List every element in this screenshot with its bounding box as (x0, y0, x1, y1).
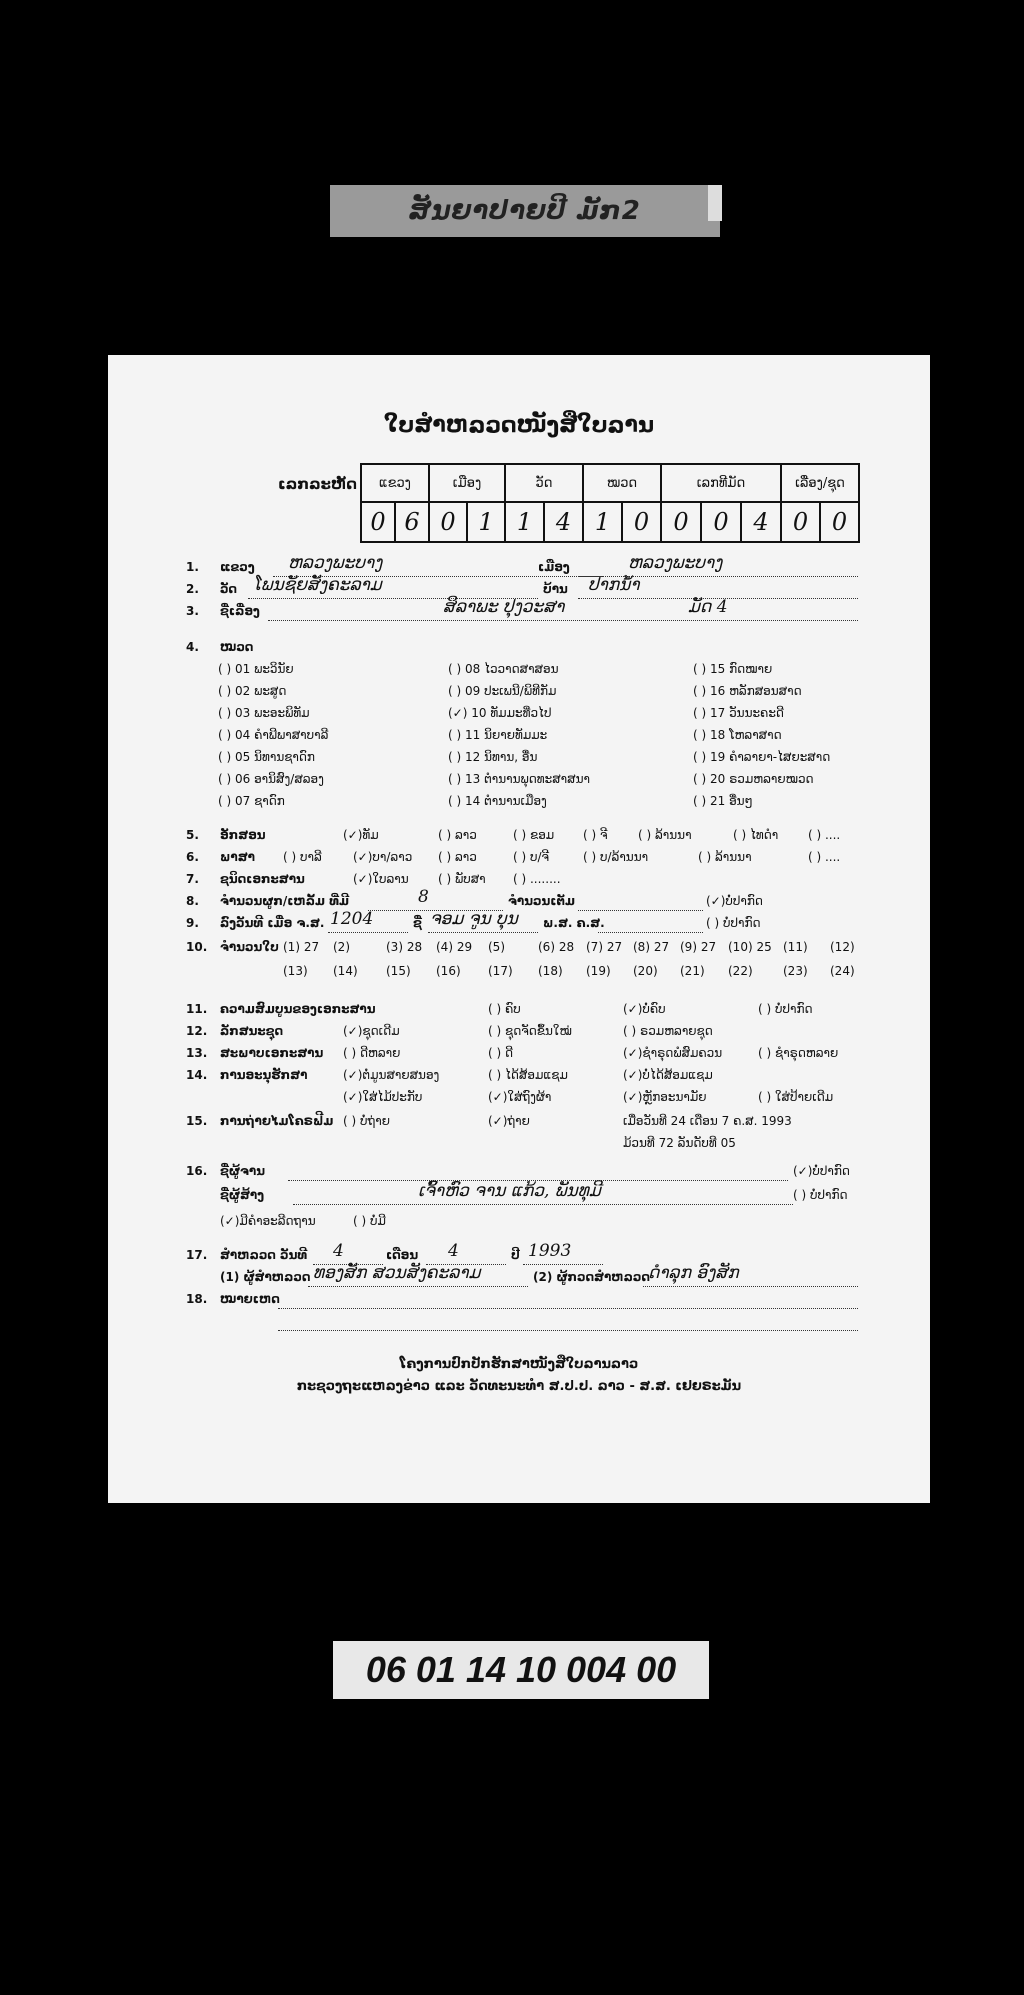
code-digit: 0 (661, 502, 701, 542)
code-digit: 0 (622, 502, 661, 542)
district-label: ເມືອງ (538, 560, 570, 574)
label-tab (708, 185, 722, 221)
scribe-unknown-option: (✓)ບໍ່ປາກົດ (793, 1164, 850, 1178)
month-label: ເດືອນ (386, 1248, 419, 1262)
condition-option: ( ) ດີຫລາຍ (343, 1046, 401, 1060)
scribe-label: ຊື່ຜູ້ຈານ (220, 1164, 265, 1178)
leaves-cell: (12) (830, 940, 855, 954)
script-option: ( ) ຈີ (583, 828, 608, 842)
doctype-option: (✓)ໃບລານ (353, 872, 409, 886)
leaves-cell: (20) (633, 964, 658, 978)
field-number: 17. (186, 1248, 208, 1262)
bundle-value: ມັດ 4 (688, 597, 728, 617)
leaves-cell: (8) 27 (633, 940, 670, 954)
dotted-line (578, 909, 703, 911)
language-label: ພາສາ (220, 850, 255, 864)
language-option: ( ) ບາລີ (283, 850, 322, 864)
village-label: ບ້ານ (543, 582, 568, 596)
set-label: ລັກສນະຊຸດ (220, 1024, 284, 1038)
completeness-option: ( ) ຄົບ (488, 1002, 521, 1016)
title-label: ຊື່ເລື່ອງ (220, 604, 260, 618)
doctype-option: ( ) ........ (513, 872, 561, 886)
field-number: 4. (186, 640, 199, 654)
code-digit: 1 (505, 502, 544, 542)
code-digit: 1 (583, 502, 622, 542)
top-label-strip: ສັນຍາປາຍປີ ມັກ2 (330, 185, 720, 237)
microfilm-label: ການຖ່າຍໄມໂຄຣຟີມ (220, 1114, 334, 1128)
leaves-cell: (6) 28 (538, 940, 575, 954)
code-digit: 0 (361, 502, 395, 542)
colophon-option: (✓)ມີຄໍາອະລີດຖານ (220, 1214, 316, 1228)
leaves-cell: (10) 25 (728, 940, 772, 954)
category-option: ( ) 02 ພະສູດ (218, 684, 287, 698)
leaves-label: ຈໍານວນໃບ (220, 940, 279, 954)
category-option: ( ) 08 ໄວວາດສາສອນ (448, 662, 559, 676)
category-option: (✓) 10 ທັມມະທີ່ວໄປ (448, 706, 552, 720)
survey-month: 4 (448, 1241, 459, 1261)
leaves-cell: (13) (283, 964, 308, 978)
category-option: ( ) 14 ຕໍານານເມືອງ (448, 794, 547, 808)
document-title: ໃບສໍາຫລວດໜັງສືໃບລານ (383, 413, 655, 438)
doctype-option: ( ) ພັບສາ (438, 872, 486, 886)
survey-date-label: ສໍາຫລວດ ວັນທີ (220, 1248, 308, 1262)
sponsor-unknown-option: ( ) ບໍ່ປາກົດ (793, 1188, 848, 1202)
survey-day: 4 (333, 1241, 344, 1261)
completeness-option: (✓)ບໍ່ຄົບ (623, 1002, 666, 1016)
category-option: ( ) 13 ຕໍານານພຸດທະສາສນາ (448, 772, 590, 786)
footer-line: ໂຄງການປົກປັກຮັກສາໜັງສືໃບລານລາວ (399, 1357, 639, 1372)
completeness-label: ຄວາມສົມບູນຂອງເອກະສານ (220, 1002, 376, 1016)
surveyor-signature: ທອງສັກ ສວນສັງຄະລາມ (313, 1263, 481, 1283)
leaves-cell: (18) (538, 964, 563, 978)
category-option: ( ) 15 ກົດໝາຍ (693, 662, 773, 676)
field-number: 6. (186, 850, 199, 864)
category-option: ( ) 09 ປະເພນີ/ພິທີກັມ (448, 684, 557, 698)
dotted-line (293, 1203, 793, 1205)
sponsor-value: ເຈົ້າຫົວ ຈານ ແກ້ວ, ພັນທຸມີ (418, 1181, 601, 1201)
language-option: ( ) .... (808, 850, 841, 864)
preservation-label: ການອະນຸຮັກສາ (220, 1068, 308, 1082)
code-digit: 0 (781, 502, 820, 542)
leaves-cell: (23) (783, 964, 808, 978)
condition-option: (✓)ຊໍາຣຸດພໍສົມຄວນ (623, 1046, 723, 1060)
code-table (360, 463, 860, 543)
field-number: 13. (186, 1046, 208, 1060)
condition-option: ( ) ດີ (488, 1046, 514, 1060)
leaves-cell: (11) (783, 940, 808, 954)
preservation-option: (✓)ບໍ່ໄດ້ສ້ອມແຊມ (623, 1068, 713, 1082)
leaves-cell: (24) (830, 964, 855, 978)
name-value: ຈອມ ຈູນ ບຸນ (430, 909, 518, 929)
leaves-cell: (14) (333, 964, 358, 978)
field-number: 12. (186, 1024, 208, 1038)
leaves-cell: (3) 28 (386, 940, 423, 954)
province-value: ຫລວງພະບາງ (288, 553, 383, 573)
dotted-line (598, 931, 703, 933)
microfilm-option: ( ) ບໍ່ຖ່າຍ (343, 1114, 390, 1128)
code-digit: 6 (395, 502, 429, 542)
preservation-option: (✓)ໃສ່ຖົງຜ້າ (488, 1090, 552, 1104)
bottom-code-label: 06 01 14 10 004 00 (333, 1641, 709, 1699)
code-digit: 1 (467, 502, 505, 542)
set-option: ( ) ຊຸດຈັດຂຶ້ນໃໝ່ (488, 1024, 572, 1038)
script-label: ອັກສອນ (220, 828, 266, 842)
date-unknown-option: ( ) ບໍ່ປາກົດ (706, 916, 761, 930)
category-option: ( ) 12 ນິທານ, ອື່ນ (448, 750, 538, 764)
category-option: ( ) 21 ອື່ນໆ (693, 794, 753, 808)
sponsor-label: ຊື່ຜູ້ສ້າງ (220, 1188, 265, 1202)
script-option: ( ) ລ້ານນາ (638, 828, 692, 842)
language-option: ( ) ລາວ (438, 850, 477, 864)
field-number: 7. (186, 872, 199, 886)
province-label: ແຂວງ (220, 560, 255, 574)
code-label: ເລກລະຫັດ (278, 475, 358, 493)
year-label: ປີ (511, 1248, 520, 1262)
preservation-option: ( ) ໄດ້ສ້ອມແຊມ (488, 1068, 568, 1082)
set-option: (✓)ຊຸດເດີມ (343, 1024, 400, 1038)
name-label: ຊື່ (413, 916, 422, 930)
remarks-label: ໝາຍເຫດ (220, 1292, 280, 1306)
leaves-cell: (15) (386, 964, 411, 978)
dotted-line (278, 1307, 858, 1309)
language-option: (✓)ບາ/ລາວ (353, 850, 413, 864)
category-option: ( ) 18 ໂຫລາສາດ (693, 728, 782, 742)
field-number: 3. (186, 604, 199, 618)
category-option: ( ) 19 ຄໍາລາຍາ-ໄສຍະສາດ (693, 750, 831, 764)
field-number: 9. (186, 916, 199, 930)
date-value: 1204 (330, 909, 374, 929)
doctype-label: ຊນິດເອກະສານ (220, 872, 305, 886)
fascicles-unknown-option: (✓)ບໍ່ປາກົດ (706, 894, 763, 908)
leaves-cell: (4) 29 (436, 940, 473, 954)
code-header: ວັດ (505, 464, 583, 502)
code-digit: 0 (429, 502, 467, 542)
dotted-line (523, 1263, 603, 1265)
script-option: ( ) ໄທດໍາ (733, 828, 779, 842)
category-option: ( ) 20 ຣວມຫລາຍໝວດ (693, 772, 814, 786)
category-option: ( ) 07 ຊາດົກ (218, 794, 285, 808)
preservation-option: (✓)ຕໍ່ມູນສາຍສນອງ (343, 1068, 440, 1082)
checker-signature: ດໍາລຸກ ອົງ​ສັກ (648, 1263, 739, 1283)
script-option: (✓)ທັມ (343, 828, 379, 842)
survey-sheet (108, 355, 930, 1503)
title-value: ສິລາພະ ປຸງວະສາ (443, 597, 565, 617)
leaves-cell: (22) (728, 964, 753, 978)
dotted-line (308, 1285, 528, 1287)
preservation-option: (✓)ຫຼັກອະນາມັຍ (623, 1090, 707, 1104)
fascicles-label: ຈໍານວນຜູກ/ເຫລັ້ມ ທີ່ມີ (220, 894, 350, 908)
dotted-line (428, 931, 538, 933)
preservation-option: ( ) ໃສ່ປ້າຍເດີມ (758, 1090, 834, 1104)
era-label: ພ.ສ. ຄ.ສ. (543, 916, 605, 930)
completeness-option: ( ) ບໍ່ປາກົດ (758, 1002, 813, 1016)
category-option: ( ) 17 ວັນນະຄະດີ (693, 706, 784, 720)
category-option: ( ) 04 ຄໍາພີພາສາບາລີ (218, 728, 329, 742)
field-number: 1. (186, 560, 199, 574)
condition-label: ສະພາບເອກະສານ (220, 1046, 324, 1060)
leaves-cell: (17) (488, 964, 513, 978)
field-number: 15. (186, 1114, 208, 1128)
code-header: ເລື່ອງ/ຊຸດ (781, 464, 859, 502)
language-option: ( ) ລ້ານນາ (698, 850, 752, 864)
language-option: ( ) ບ/ຈີ (513, 850, 550, 864)
condition-option: ( ) ຊໍາຣຸດຫລາຍ (758, 1046, 839, 1060)
survey-year: 1993 (528, 1241, 572, 1261)
category-option: ( ) 16 ຫລັກສອນສາດ (693, 684, 802, 698)
category-label: ໝວດ (220, 640, 254, 654)
script-option: ( ) ລາວ (438, 828, 477, 842)
microfilm-option: (✓)ຖ່າຍ (488, 1114, 530, 1128)
code-header: ເລກທີມັດ (661, 464, 781, 502)
dotted-line (268, 619, 858, 621)
date-label: ລົງວັນທີ ເມື່ອ ຈ.ສ. (220, 916, 325, 930)
fascicles-value: 8 (418, 887, 429, 907)
temple-label: ວັດ (220, 582, 238, 596)
leaves-cell: (16) (436, 964, 461, 978)
village-value: ປາກນໍ້າ (588, 575, 640, 595)
code-digit: 0 (701, 502, 741, 542)
code-digit: 4 (544, 502, 583, 542)
dotted-line (278, 1329, 858, 1331)
category-option: ( ) 03 ພະອະພິທັມ (218, 706, 310, 720)
full-count-label: ຈໍານວນເຕັມ (508, 894, 575, 908)
script-option: ( ) ຂອມ (513, 828, 555, 842)
district-value: ຫລວງພະບາງ (628, 553, 723, 573)
code-header: ເມືອງ (429, 464, 505, 502)
leaves-cell: (19) (586, 964, 611, 978)
microfilm-reel: ມ້ວນທີ 72 ລັນດັບທີ 05 (623, 1136, 736, 1150)
preservation-option: (✓)ໃສ່ໄມ້ປະກັບ (343, 1090, 423, 1104)
footer-line: ກະຊວງຖະແຫລງຂ່າວ ແລະ ວັດທະນະທໍາ ສ.ປ.ປ. ລາວ - ສ.ສ. ເຢຍຣະມັນ (296, 1379, 742, 1394)
field-number: 16. (186, 1164, 208, 1178)
leaves-cell: (1) 27 (283, 940, 320, 954)
category-option: ( ) 06 ອານິສົງ/ສລອງ (218, 772, 324, 786)
category-option: ( ) 01 ພະວິນັຍ (218, 662, 294, 676)
field-number: 11. (186, 1002, 208, 1016)
field-number: 18. (186, 1292, 208, 1306)
code-header: ແຂວງ (361, 464, 429, 502)
code-header: ໝວດ (583, 464, 661, 502)
language-option: ( ) ບ/ລ້ານນາ (583, 850, 649, 864)
script-option: ( ) .... (808, 828, 841, 842)
leaves-cell: (2) (333, 940, 350, 954)
field-number: 5. (186, 828, 199, 842)
category-option: ( ) 05 ນິທານຊາດົກ (218, 750, 315, 764)
leaves-cell: (9) 27 (680, 940, 717, 954)
microfilm-date: ເມື່ອວັນທີ 24 ເດືອນ 7 ຄ.ສ. 1993 (623, 1114, 792, 1128)
set-option: ( ) ຣວມຫລາຍຊຸດ (623, 1024, 713, 1038)
leaves-cell: (21) (680, 964, 705, 978)
dotted-line (328, 931, 408, 933)
leaves-cell: (5) (488, 940, 505, 954)
colophon-option: ( ) ບໍ່ມີ (353, 1214, 386, 1228)
field-number: 2. (186, 582, 199, 596)
temple-value: ໂພນຊັຍສັງຄະລາມ (253, 575, 382, 595)
field-number: 14. (186, 1068, 208, 1082)
checker-label: (2) ຜູ້ກວດສໍາຫລວດ (533, 1270, 650, 1284)
field-number: 10. (186, 940, 208, 954)
leaves-cell: (7) 27 (586, 940, 623, 954)
category-option: ( ) 11 ນິຍາຍທັມມະ (448, 728, 548, 742)
surveyor-label: (1) ຜູ້ສໍາຫລວດ (220, 1270, 311, 1284)
code-digit: 4 (741, 502, 781, 542)
field-number: 8. (186, 894, 199, 908)
code-digit: 0 (820, 502, 859, 542)
dotted-line (643, 1285, 858, 1287)
